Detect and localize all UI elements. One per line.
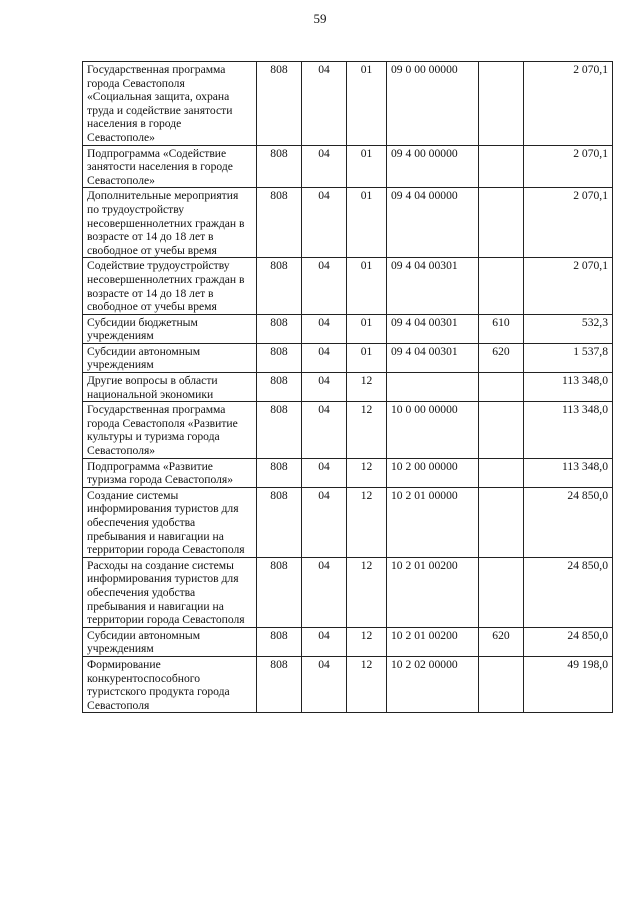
- grbs-code-cell: 808: [257, 314, 302, 343]
- grbs-code-cell: 808: [257, 343, 302, 372]
- item-name-cell: Создание системы информирования туристов для обеспечения удобства пребывания и навигации на территории города Севастополя: [83, 487, 257, 557]
- table-row: [83, 627, 613, 656]
- section-code-cell: 04: [302, 656, 347, 712]
- section-code-cell: 04: [302, 487, 347, 557]
- table-row: [83, 373, 613, 402]
- table-row: [83, 188, 613, 258]
- grbs-code-cell: 808: [257, 145, 302, 188]
- amount-cell: 113 348,0: [524, 402, 613, 458]
- section-code-cell: 04: [302, 402, 347, 458]
- grbs-code-cell: 808: [257, 373, 302, 402]
- grbs-code-cell: 808: [257, 188, 302, 258]
- expense-type-cell: [479, 373, 524, 402]
- subsection-code-cell: 01: [347, 343, 387, 372]
- amount-cell: 2 070,1: [524, 62, 613, 146]
- target-article-cell: 09 0 00 00000: [387, 62, 479, 146]
- section-code-cell: 04: [302, 145, 347, 188]
- subsection-code-cell: 12: [347, 557, 387, 627]
- expense-type-cell: [479, 145, 524, 188]
- target-article-cell: 09 4 04 00000: [387, 188, 479, 258]
- expense-type-cell: [479, 258, 524, 314]
- section-code-cell: 04: [302, 188, 347, 258]
- amount-cell: 24 850,0: [524, 627, 613, 656]
- section-code-cell: 04: [302, 458, 347, 487]
- item-name-cell: Государственная программа города Севастополя «Развитие культуры и туризма города Севастополя»: [83, 402, 257, 458]
- subsection-code-cell: 01: [347, 62, 387, 146]
- table-row: [83, 62, 613, 146]
- table-row: [83, 557, 613, 627]
- budget-table: [82, 61, 613, 713]
- subsection-code-cell: 12: [347, 656, 387, 712]
- table-row: [83, 656, 613, 712]
- target-article-cell: 10 2 01 00200: [387, 557, 479, 627]
- target-article-cell: 09 4 00 00000: [387, 145, 479, 188]
- subsection-code-cell: 12: [347, 627, 387, 656]
- grbs-code-cell: 808: [257, 258, 302, 314]
- expense-type-cell: 620: [479, 343, 524, 372]
- subsection-code-cell: 01: [347, 145, 387, 188]
- expense-type-cell: [479, 188, 524, 258]
- table-row: [83, 487, 613, 557]
- target-article-cell: 10 2 00 00000: [387, 458, 479, 487]
- expense-type-cell: 610: [479, 314, 524, 343]
- table-row: [83, 314, 613, 343]
- subsection-code-cell: 12: [347, 402, 387, 458]
- table-row: [83, 258, 613, 314]
- expense-type-cell: 620: [479, 627, 524, 656]
- section-code-cell: 04: [302, 258, 347, 314]
- item-name-cell: Дополнительные мероприятия по трудоустройству несовершеннолетних граждан в возрасте от 14 до 18 лет в свободное от учебы время: [83, 188, 257, 258]
- item-name-cell: Субсидии бюджетным учреждениям: [83, 314, 257, 343]
- amount-cell: 2 070,1: [524, 258, 613, 314]
- target-article-cell: 10 2 01 00000: [387, 487, 479, 557]
- grbs-code-cell: 808: [257, 656, 302, 712]
- section-code-cell: 04: [302, 557, 347, 627]
- expense-type-cell: [479, 557, 524, 627]
- subsection-code-cell: 01: [347, 314, 387, 343]
- item-name-cell: Содействие трудоустройству несовершеннолетних граждан в возрасте от 14 до 18 лет в свободное от учебы время: [83, 258, 257, 314]
- expense-type-cell: [479, 656, 524, 712]
- section-code-cell: 04: [302, 343, 347, 372]
- grbs-code-cell: 808: [257, 557, 302, 627]
- amount-cell: 49 198,0: [524, 656, 613, 712]
- table-row: [83, 402, 613, 458]
- subsection-code-cell: 01: [347, 188, 387, 258]
- item-name-cell: Расходы на создание системы информирования туристов для обеспечения удобства пребывания и навигации на территории города Севастополя: [83, 557, 257, 627]
- section-code-cell: 04: [302, 627, 347, 656]
- amount-cell: 2 070,1: [524, 145, 613, 188]
- amount-cell: 1 537,8: [524, 343, 613, 372]
- amount-cell: 113 348,0: [524, 458, 613, 487]
- grbs-code-cell: 808: [257, 402, 302, 458]
- item-name-cell: Формирование конкурентоспособного туристского продукта города Севастополя: [83, 656, 257, 712]
- item-name-cell: Подпрограмма «Содействие занятости населения в городе Севастополе»: [83, 145, 257, 188]
- target-article-cell: 09 4 04 00301: [387, 258, 479, 314]
- table-row: [83, 458, 613, 487]
- target-article-cell: 09 4 04 00301: [387, 343, 479, 372]
- grbs-code-cell: 808: [257, 458, 302, 487]
- subsection-code-cell: 01: [347, 258, 387, 314]
- item-name-cell: Государственная программа города Севастополя «Социальная защита, охрана труда и содействие занятости населения в городе Севастополе»: [83, 62, 257, 146]
- target-article-cell: 09 4 04 00301: [387, 314, 479, 343]
- amount-cell: 2 070,1: [524, 188, 613, 258]
- amount-cell: 24 850,0: [524, 487, 613, 557]
- subsection-code-cell: 12: [347, 458, 387, 487]
- amount-cell: 532,3: [524, 314, 613, 343]
- table-row: [83, 343, 613, 372]
- grbs-code-cell: 808: [257, 62, 302, 146]
- expense-type-cell: [479, 62, 524, 146]
- expense-type-cell: [479, 458, 524, 487]
- amount-cell: 24 850,0: [524, 557, 613, 627]
- section-code-cell: 04: [302, 62, 347, 146]
- section-code-cell: 04: [302, 373, 347, 402]
- table-row: [83, 145, 613, 188]
- subsection-code-cell: 12: [347, 373, 387, 402]
- subsection-code-cell: 12: [347, 487, 387, 557]
- item-name-cell: Подпрограмма «Развитие туризма города Севастополя»: [83, 458, 257, 487]
- expense-type-cell: [479, 487, 524, 557]
- target-article-cell: [387, 373, 479, 402]
- item-name-cell: Субсидии автономным учреждениям: [83, 627, 257, 656]
- target-article-cell: 10 2 02 00000: [387, 656, 479, 712]
- grbs-code-cell: 808: [257, 627, 302, 656]
- section-code-cell: 04: [302, 314, 347, 343]
- target-article-cell: 10 0 00 00000: [387, 402, 479, 458]
- target-article-cell: 10 2 01 00200: [387, 627, 479, 656]
- budget-table-body: [83, 62, 613, 713]
- grbs-code-cell: 808: [257, 487, 302, 557]
- page-number: 59: [313, 11, 327, 26]
- expense-type-cell: [479, 402, 524, 458]
- item-name-cell: Субсидии автономным учреждениям: [83, 343, 257, 372]
- item-name-cell: Другие вопросы в области национальной экономики: [83, 373, 257, 402]
- amount-cell: 113 348,0: [524, 373, 613, 402]
